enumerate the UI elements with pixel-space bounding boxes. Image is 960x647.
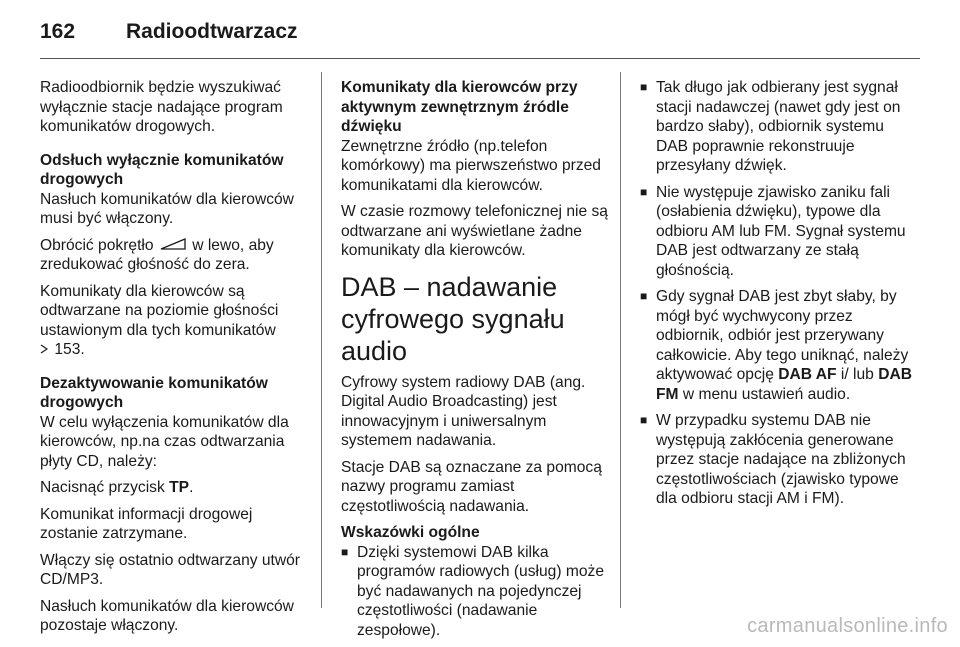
text: Tak długo jak odbierany jest sygnał stacji nadawczej (nawet gdy jest on bardzo słaby), odbiornik systemu DAB poprawnie rekonstruuje przesyłany dźwięk.	[656, 79, 901, 174]
header-rule	[40, 58, 920, 59]
text: Obrócić pokrętło	[40, 236, 154, 254]
paragraph: Zewnętrzne źródło (np.telefon komórkowy) ma pierwszeństwo przed komunikatami dla kierowców.	[341, 137, 601, 194]
list-item	[640, 411, 912, 509]
volume-knob-icon	[160, 236, 186, 256]
section-heading: Dezaktywowanie komunikatów drogowych	[40, 374, 268, 412]
square-bullet-icon: ■	[640, 413, 648, 427]
tp-button-label: TP	[169, 479, 190, 497]
page-number: 162	[40, 20, 76, 43]
bullet-list	[640, 78, 912, 509]
square-bullet-icon: ■	[640, 289, 648, 303]
paragraph: Komunikat informacji drogowej zostanie zatrzymane.	[40, 505, 253, 543]
bullet-list	[341, 543, 609, 641]
column-3	[640, 78, 912, 516]
text: i/ lub	[840, 366, 874, 383]
section-heading: Komunikaty dla kierowców przy aktywnym zewnętrznym źródle dźwięku	[341, 79, 578, 135]
text: Komunikaty dla kierowców są odtwarzane na poziomie głośności ustawionym dla tych komunikatów	[40, 282, 279, 339]
paragraph: W celu wyłączenia komunikatów dla kierowców, np.na czas odtwarzania płyty CD, należy:	[40, 413, 289, 470]
page-reference[interactable]: 153.	[54, 341, 85, 359]
arrow-right-icon	[40, 340, 50, 360]
square-bullet-icon: ■	[341, 544, 349, 559]
intro-paragraph: Radioodbiornik będzie wyszukiwać wyłącznie stacje nadające program komunikatów drogowych.	[40, 79, 283, 135]
text: Nie występuje zjawisko zaniku fali (osłabienia dźwięku), typowe dla odbioru AM lub FM. Sygnał systemu DAB jest odtwarzany ze stałą głośnością.	[656, 183, 906, 279]
paragraph: Cyfrowy system radiowy DAB (ang. Digital Audio Broadcasting) jest innowacyjnym i uniwersalnym systemem nadawania.	[341, 373, 586, 449]
option-dab-fm: DAB FM	[656, 366, 912, 403]
watermark: carmanualsonline.info	[747, 615, 948, 637]
list-item	[341, 543, 609, 641]
list-item	[640, 183, 912, 281]
text: .	[189, 479, 194, 497]
text: Gdy sygnał DAB jest zbyt słaby, by mógł być wychwycony przez odbiornik, odbiór jest przerywany całkowicie. Aby tego uniknąć, należy aktywować opcję	[656, 288, 909, 383]
paragraph	[40, 478, 308, 498]
chapter-section-title: DAB – nadawanie cyfrowego sygnału audio	[341, 271, 565, 366]
list-item	[640, 287, 912, 404]
text: Dzięki systemowi DAB kilka programów radiowych (usług) może być nadawanych na pojedynczej częstotliwości (nadawanie zespołowe).	[357, 543, 604, 639]
paragraph	[40, 236, 308, 275]
text: W przypadku systemu DAB nie występują zakłócenia generowane przez stacje nadające na zbliżonych częstotliwościach (zjawisko typowe dla odbioru stacji AM i FM).	[656, 412, 906, 507]
section-heading: Odsłuch wyłącznie komunikatów drogowych	[40, 151, 284, 188]
paragraph: Nasłuch komunikatów dla kierowców musi być włączony.	[40, 190, 294, 227]
list-item	[640, 78, 912, 176]
text: w menu ustawień audio.	[682, 385, 851, 403]
option-dab-af: DAB AF	[778, 366, 837, 383]
square-bullet-icon: ■	[640, 80, 648, 94]
column-2	[341, 78, 609, 647]
paragraph: W czasie rozmowy telefonicznej nie są odtwarzane ani wyświetlane żadne komunikaty dla kierowców.	[341, 203, 608, 259]
text: w lewo, aby zredukować głośność do zera.	[40, 236, 274, 274]
column-1	[40, 78, 308, 643]
paragraph: Stacje DAB są oznaczane za pomocą nazwy programu zamiast częstotliwością nadawania.	[341, 458, 602, 515]
paragraph: Włączy się ostatnio odtwarzany utwór CD/MP3.	[40, 551, 300, 589]
paragraph: Nasłuch komunikatów dla kierowców pozostaje włączony.	[40, 597, 294, 635]
text: Nacisnąć przycisk	[40, 479, 165, 497]
page-header	[40, 0, 920, 60]
column-divider	[620, 72, 621, 608]
section-heading: Wskazówki ogólne	[341, 524, 480, 541]
chapter-title: Radioodtwarzacz	[126, 20, 298, 43]
square-bullet-icon: ■	[640, 184, 648, 199]
paragraph	[40, 282, 308, 360]
column-divider	[321, 72, 322, 608]
